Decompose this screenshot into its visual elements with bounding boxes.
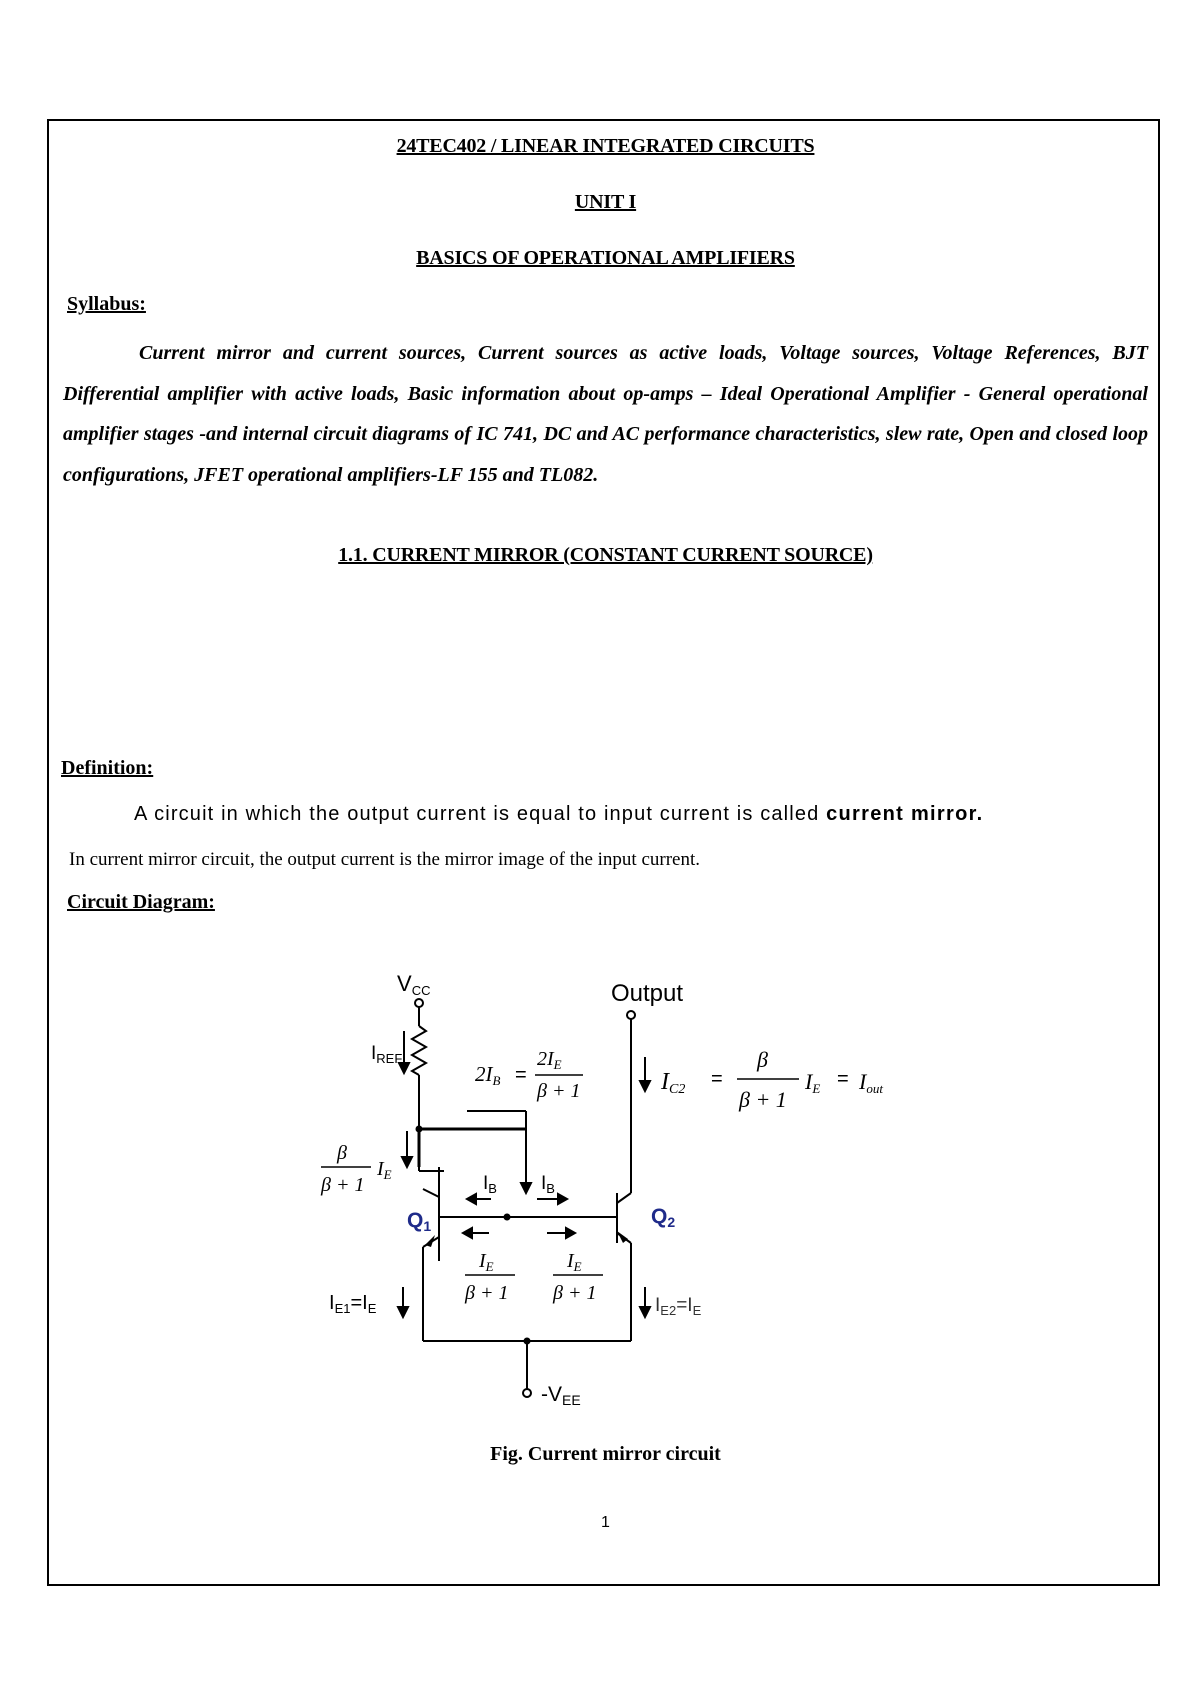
output-label: Output [611, 980, 684, 1007]
ie2-label: $I_{E2}=I_E$ [655, 1295, 702, 1318]
vcc-terminal [415, 999, 423, 1007]
definition-term: current mirror. [826, 803, 984, 825]
syllabus-label: Syllabus: [67, 293, 146, 315]
circuit-diagram-label: Circuit Diagram: [67, 891, 215, 913]
syllabus-text: Current mirror and current sources, Current sources as active loads, Voltage sources, Voltage References, BJT Differential amplifier with active loads, Basic information about op-amps – Ideal Operational Amplifier - General operational amplifier stages -and internal circuit diagrams of IC 741, DC and AC performance characteristics, slew rate, Open and closed loop configurations, JFET operational amplifiers-LF 155 and TL082. [63, 342, 1148, 486]
vcc-label: VCC [397, 971, 431, 998]
beta-denominator-left: β + 1 [321, 1174, 365, 1196]
vee-label: -VEE [541, 1383, 581, 1408]
ie-fraction-left-den: β + 1 [465, 1282, 509, 1304]
q2-label: Q2 [651, 1205, 676, 1230]
definition-explanation: In current mirror circuit, the output current is the mirror image of the input current. [69, 849, 701, 870]
output-terminal [627, 1011, 635, 1019]
ib-label-right: $I_B$ [541, 1173, 555, 1196]
iref-label: $I_{REF}$ [371, 1043, 403, 1066]
equals-3: = [837, 1068, 849, 1090]
current-mirror-circuit [279, 931, 979, 1411]
definition-label: Definition: [61, 757, 154, 779]
ie1-label: $I_{E1}=I_E$ [329, 1292, 377, 1316]
section-title: 1.1. CURRENT MIRROR (CONSTANT CURRENT SOURCE) [338, 544, 873, 566]
definition-text [134, 803, 983, 826]
reference-resistor [412, 1026, 426, 1075]
equals-2: = [711, 1068, 723, 1090]
two-ie-numerator: $2I_E$ [537, 1048, 562, 1072]
ie-fraction-right-den: β + 1 [553, 1282, 597, 1304]
page-number: 1 [601, 1514, 610, 1531]
ie-fraction-right-num: $I_E$ [567, 1250, 582, 1274]
ie-label-right: IE [805, 1069, 821, 1096]
q1-label: Q1 [407, 1209, 432, 1234]
page-frame [47, 119, 1160, 1586]
ic2-label: IC2 [661, 1069, 686, 1097]
unit-title: BASICS OF OPERATIONAL AMPLIFIERS [416, 247, 795, 269]
figure-caption: Fig. Current mirror circuit [490, 1443, 721, 1465]
beta-numerator-left: β [337, 1142, 347, 1164]
unit-label: UNIT I [574, 191, 637, 213]
equals-1: = [515, 1064, 527, 1086]
two-ib-label: 2IB [475, 1062, 501, 1088]
vee-terminal [523, 1389, 531, 1397]
ib-label-left: $I_B$ [483, 1173, 497, 1196]
beta-numerator-right: β [757, 1047, 768, 1072]
two-ie-denominator: β + 1 [537, 1080, 581, 1102]
course-title: 24TEC402 / LINEAR INTEGRATED CIRCUITS [396, 135, 815, 157]
ie-fraction-left-num: $I_E$ [479, 1250, 494, 1274]
beta-denominator-right: β + 1 [739, 1087, 787, 1112]
definition-prefix: A circuit in which the output current is equal to input current is called [134, 803, 820, 825]
iout-label: Iout [859, 1069, 883, 1096]
ie-label-left: $I_E$ [377, 1158, 392, 1182]
